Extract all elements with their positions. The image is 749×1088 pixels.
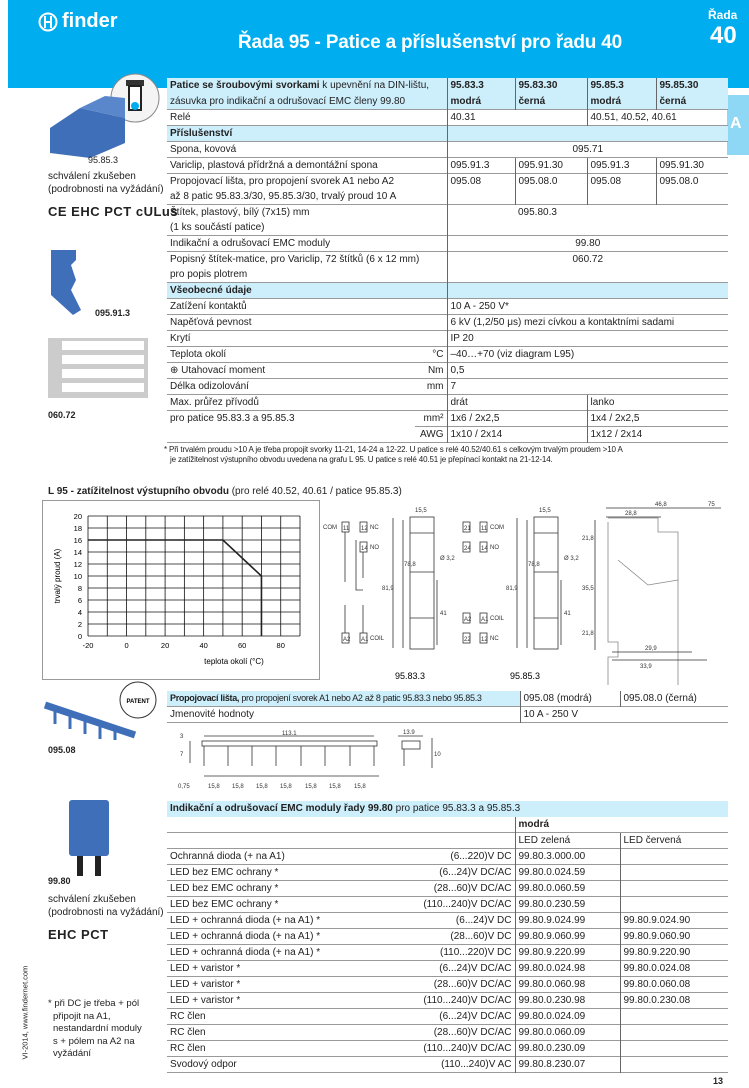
table-row <box>167 976 728 992</box>
torque-icon: ⊕ <box>170 364 182 376</box>
dimension: 15,5 <box>539 508 551 514</box>
cell: 095.91.3 <box>587 157 656 173</box>
brand-name: finder <box>62 10 118 32</box>
pin-label: 14 <box>481 546 488 552</box>
x-tick-label: 40 <box>199 641 208 650</box>
cell-name: LED + ochranná dioda (+ na A1) * <box>167 912 385 928</box>
table-row <box>167 1040 728 1056</box>
dimension: 7 <box>180 752 184 758</box>
spec-section <box>164 78 728 466</box>
approval-line: (podrobnosti na vyžádání) <box>48 184 164 195</box>
pin-label: NC <box>370 525 379 531</box>
marker-sheet-image <box>48 338 166 403</box>
row-label: Krytí <box>167 330 415 346</box>
footnote-line: nestandardní moduly <box>53 1023 142 1034</box>
image-caption: 060.72 <box>48 410 76 420</box>
row-label: Popisný štítek-matice, pro Variclip, 72 štítků (6 x 12 mm) <box>167 251 447 267</box>
cell-green: 99.80.9.060.99 <box>515 928 620 944</box>
certification-marks: EHC PCT <box>48 927 109 942</box>
cell-volt: (28...60)V DC <box>385 928 515 944</box>
col-color: modrá <box>590 95 622 107</box>
x-tick-label: -20 <box>82 641 94 650</box>
pin-label: 11 <box>343 526 350 532</box>
cell: 095.91.30 <box>656 157 728 173</box>
pin-label: COM <box>323 525 337 531</box>
finder-logo-icon <box>38 12 58 32</box>
approval-line: (podrobnosti na vyžádání) <box>48 907 164 918</box>
pin-label: 12 <box>361 526 368 532</box>
dimension: 13.9 <box>403 730 415 736</box>
cell-green: 99.80.0.230.59 <box>515 896 620 912</box>
pin-label: COM <box>490 525 504 531</box>
cell: 095.08.0 <box>515 173 587 189</box>
cell-volt: (28...60)V DC/AC <box>385 1024 515 1040</box>
col-color: modrá <box>450 95 482 107</box>
cell-green: 99.80.8.230.07 <box>515 1056 620 1072</box>
table-title: pro patice 95.83.3 a 95.85.3 <box>392 803 521 815</box>
load-chart <box>42 500 320 680</box>
cell: 1x4 / 2x2,5 <box>587 410 728 426</box>
row-label: Teplota okolí <box>167 346 415 362</box>
cell: 095.08 <box>447 173 515 189</box>
socket-image-95853 <box>40 68 165 158</box>
cell: 10 A - 250 V <box>520 707 728 723</box>
page-number: 13 <box>713 1076 724 1086</box>
table-row <box>167 173 728 189</box>
unit <box>415 314 447 330</box>
cell-name: LED + ochranná dioda (+ na A1) * <box>167 928 385 944</box>
dimension: 15,5 <box>415 508 427 514</box>
x-tick-label: 60 <box>238 641 247 650</box>
drawing-caption: 95.85.3 <box>510 671 541 681</box>
pin-label: COIL <box>370 636 385 642</box>
cell-red: 99.80.0.230.08 <box>620 992 728 1008</box>
jumper-drawing <box>170 728 450 794</box>
dimension: 78,8 <box>528 562 540 568</box>
footnote-line: je zatížitelnost výstupního obvodu uvedena na grafu L 95. U patice s relé 40.51 je přepínací kontakt na 21-12-14. <box>170 455 553 464</box>
table-row <box>167 426 728 442</box>
finder-logo <box>38 10 118 33</box>
cell-red <box>620 864 728 880</box>
chart-title <box>48 486 402 497</box>
table-row <box>167 251 728 267</box>
cell: 095.91.30 <box>515 157 587 173</box>
cell: 1x6 / 2x2,5 <box>447 410 587 426</box>
jumper-bar-image <box>40 680 162 742</box>
cell-name: RC člen <box>167 1040 385 1056</box>
row-label: Napěťová pevnost <box>167 314 415 330</box>
cell: lanko <box>587 394 728 410</box>
cell: 095.08.0 (černá) <box>620 691 728 707</box>
variclip-image <box>48 245 88 320</box>
image-caption: 99.80 <box>48 876 71 886</box>
jumper-table <box>167 691 728 723</box>
row-label: pro patice 95.83.3 a 95.85.3 <box>167 410 415 426</box>
col-code: 95.85.30 <box>659 80 699 92</box>
dimension: 15,8 <box>208 784 220 790</box>
pin-label: 22 <box>464 637 471 643</box>
row-label: Relé <box>167 109 447 125</box>
footnote-line: * při DC je třeba + pól <box>48 998 140 1009</box>
footnote-line: * Při trvalém proudu >10 A je třeba propojit svorky 11-21, 14-24 a 12-22. U patice s relé 40.52/40.61 s celkovým trvalým proudem >10 A <box>164 444 623 454</box>
pin-label: 11 <box>481 526 488 532</box>
dimension: 78,8 <box>404 562 416 568</box>
pin-label: A1 <box>481 617 489 623</box>
table-row <box>167 378 728 394</box>
cell: 095.91.3 <box>447 157 515 173</box>
cell-green: 99.80.3.000.00 <box>515 848 620 864</box>
table-row <box>167 157 728 173</box>
cell: 095.08 <box>587 173 656 189</box>
cell-volt: (110...240)V DC/AC <box>385 896 515 912</box>
cell-name: RC člen <box>167 1024 385 1040</box>
table-row <box>167 346 728 362</box>
row-label: Propojovací lišta, pro propojení svorek A1 nebo A2 <box>167 173 447 189</box>
col-color: černá <box>518 95 546 107</box>
cell: 1x12 / 2x14 <box>587 426 728 442</box>
y-tick-label: 18 <box>73 524 82 533</box>
table-row <box>167 992 728 1008</box>
emc-modules-table <box>167 801 728 1073</box>
cell: 095.08.0 <box>656 173 728 189</box>
cell: –40…+70 (viz diagram L95) <box>447 346 728 362</box>
cell-volt: (28...60)V DC/AC <box>385 880 515 896</box>
dimension: 15,8 <box>354 784 366 790</box>
column-header: LED červená <box>620 832 728 848</box>
cell: 095.08 (modrá) <box>520 691 620 707</box>
y-tick-label: 14 <box>73 548 82 557</box>
table-row <box>167 928 728 944</box>
dimension: 3 <box>180 734 184 740</box>
col-code: 95.83.3 <box>450 80 484 92</box>
cell-volt: (6...24)V DC/AC <box>385 864 515 880</box>
cell: 10 A - 250 V* <box>447 298 728 314</box>
table-row <box>167 410 728 426</box>
cell-green: 99.80.0.060.09 <box>515 1024 620 1040</box>
cell: 40.31 <box>447 109 587 125</box>
cell-volt: (28...60)V DC/AC <box>385 976 515 992</box>
cell-name: LED bez EMC ochrany * <box>167 880 385 896</box>
image-caption: 95.85.3 <box>88 155 119 165</box>
approval-text-2 <box>48 893 164 919</box>
dimension: 35,5 <box>582 586 594 592</box>
dimension: 15,8 <box>280 784 292 790</box>
row-label: (1 ks součástí patice) <box>170 221 265 233</box>
approval-line: schválení zkušeben <box>48 894 136 905</box>
cell-name: LED bez EMC ochrany * <box>167 896 385 912</box>
footnote-line: vyžádání <box>53 1048 92 1059</box>
svg-text:PATENT: PATENT <box>126 699 150 705</box>
chart-title-bold: L 95 - zatížitelnost výstupního obvodu <box>48 486 229 497</box>
emc-module-image <box>65 800 115 880</box>
approval-line: schválení zkušeben <box>48 171 136 182</box>
cell-red <box>620 1056 728 1072</box>
dimension: 29,9 <box>645 646 657 652</box>
cell-green: 99.80.0.230.09 <box>515 1040 620 1056</box>
cell-green: 99.80.0.024.09 <box>515 1008 620 1024</box>
y-axis-label: trvalý proud (A) <box>53 548 62 604</box>
cell-green: 99.80.0.024.59 <box>515 864 620 880</box>
image-caption: 095.08 <box>48 745 76 755</box>
row-label: Zatížení kontaktů <box>167 298 415 314</box>
table-row <box>167 848 728 864</box>
unit: mm² <box>415 410 447 426</box>
cell-red: 99.80.9.220.90 <box>620 944 728 960</box>
row-label: pro popis plotrem <box>170 268 248 280</box>
edition-text: VI-2014, www.findernet.com <box>20 965 30 1060</box>
unit <box>415 330 447 346</box>
cell-name: Ochranná dioda (+ na A1) <box>167 848 385 864</box>
dimension: 15,8 <box>305 784 317 790</box>
pin-label: 24 <box>464 546 471 552</box>
cell-green: 99.80.9.220.99 <box>515 944 620 960</box>
cell-name: LED + ochranná dioda (+ na A1) * <box>167 944 385 960</box>
dimension: 113.1 <box>282 731 297 737</box>
cell-name: LED + varistor * <box>167 976 385 992</box>
section-heading: Všeobecné údaje <box>170 284 252 296</box>
cell-green: 99.80.0.060.98 <box>515 976 620 992</box>
table-row <box>167 864 728 880</box>
dimension: 81,9 <box>382 586 394 592</box>
series-label: Řada <box>708 8 738 22</box>
dimension: 46,8 <box>655 502 667 508</box>
image-caption: 095.91.3 <box>95 308 131 318</box>
cell: 095.80.3 <box>515 204 728 220</box>
table-row <box>167 880 728 896</box>
table-row <box>167 960 728 976</box>
cell: 1x10 / 2x14 <box>447 426 587 442</box>
table-row <box>167 394 728 410</box>
dimension: 15,8 <box>232 784 244 790</box>
footnote-line: připojit na A1, <box>53 1010 111 1022</box>
dimension: 21,8 <box>582 631 594 637</box>
cell-red <box>620 1008 728 1024</box>
table-row <box>167 330 728 346</box>
dimension: 28,8 <box>625 511 637 517</box>
col-color: černá <box>659 95 687 107</box>
cell-red: 99.80.9.060.90 <box>620 928 728 944</box>
cell: 0,5 <box>447 362 728 378</box>
y-tick-label: 10 <box>73 572 82 581</box>
dimension: Ø 3,2 <box>564 556 579 562</box>
row-label: Délka odizolování <box>167 378 415 394</box>
dimension: 15,8 <box>256 784 268 790</box>
pin-label: NO <box>370 545 379 551</box>
dimension-drawings <box>320 500 740 685</box>
cell: 7 <box>447 378 728 394</box>
y-tick-label: 8 <box>77 584 82 593</box>
header-text: zásuvka pro indikační a odrušovací EMC členy 99.80 <box>167 94 447 110</box>
table-row <box>167 896 728 912</box>
pin-label: 14 <box>361 546 368 552</box>
dimension: 15,8 <box>329 784 341 790</box>
cell-volt: (6...24)V DC <box>385 912 515 928</box>
x-tick-label: 0 <box>124 641 129 650</box>
left-footnote <box>48 998 142 1061</box>
table-row <box>167 141 728 157</box>
pin-label: NO <box>490 545 499 551</box>
section-heading: Příslušenství <box>170 127 233 139</box>
row-label: Max. průřez přívodů <box>167 394 415 410</box>
y-tick-label: 0 <box>77 632 82 641</box>
cell-volt: (6...24)V DC/AC <box>385 960 515 976</box>
cell-volt: (110...240)V DC/AC <box>385 1040 515 1056</box>
cell: IP 20 <box>447 330 728 346</box>
cell-red <box>620 896 728 912</box>
col-code: 95.85.3 <box>590 80 624 92</box>
dimension: 41 <box>564 611 571 617</box>
pin-label: COIL <box>490 616 505 622</box>
column-header: LED zelená <box>515 832 620 848</box>
y-tick-label: 6 <box>77 596 82 605</box>
certification-marks: CE EHC PCT cULus <box>48 204 179 219</box>
row-label: pro propojení svorek A1 nebo A2 až 8 patic 95.83.3 nebo 95.85.3 <box>239 693 482 703</box>
footnote-line: s + pólem na A2 na <box>53 1035 135 1047</box>
section-tab: A <box>727 95 749 155</box>
approval-text <box>48 170 164 196</box>
pin-label: A1 <box>361 637 369 643</box>
cell-red: 99.80.0.060.08 <box>620 976 728 992</box>
unit <box>415 298 447 314</box>
cell: drát <box>447 394 587 410</box>
dimension: 75 <box>708 502 715 508</box>
dimension: 81,9 <box>506 586 518 592</box>
y-tick-label: 2 <box>77 620 82 629</box>
cell-volt: (110...240)V DC/AC <box>385 992 515 1008</box>
table-row <box>167 314 728 330</box>
cell-volt: (110...240)V AC <box>385 1056 515 1072</box>
cell-green: 99.80.0.024.98 <box>515 960 620 976</box>
table-header-row <box>167 78 728 94</box>
table-footnote <box>164 445 728 466</box>
dimension: 41 <box>440 611 447 617</box>
cell-red: 99.80.9.024.90 <box>620 912 728 928</box>
cell-volt: (6...24)V DC/AC <box>385 1008 515 1024</box>
table-row <box>167 912 728 928</box>
row-label: Jmenovité hodnoty <box>167 707 520 723</box>
pin-label: A2 <box>464 617 472 623</box>
y-tick-label: 4 <box>77 608 82 617</box>
dimension: 0,75 <box>178 784 190 790</box>
dimension: 21,8 <box>582 536 594 542</box>
header-text: k upevnění na DIN-lištu, <box>319 80 430 92</box>
table-row <box>167 235 728 251</box>
cell-name: LED bez EMC ochrany * <box>167 864 385 880</box>
x-axis-label: teplota okolí (°C) <box>204 657 264 666</box>
unit: Nm <box>415 362 447 378</box>
row-label: Spona, kovová <box>167 141 447 157</box>
page-title: Řada 95 - Patice a příslušenství pro řadu 40 <box>237 32 623 53</box>
column-group: modrá <box>518 818 550 830</box>
socket-spec-table <box>167 78 728 443</box>
cell-red <box>620 1040 728 1056</box>
cell-green: 99.80.0.060.59 <box>515 880 620 896</box>
drawing-caption: 95.83.3 <box>395 671 426 681</box>
cell-green: 99.80.9.024.99 <box>515 912 620 928</box>
row-label: až 8 patic 95.83.3/30, 95.85.3/30, trvalý proud 10 A <box>170 190 397 202</box>
table-row <box>167 944 728 960</box>
row-label: Štítek, plastový, bílý (7x15) mm <box>167 204 447 220</box>
row-label: Indikační a odrušovací EMC moduly <box>167 235 447 251</box>
dimension: 10 <box>434 752 441 758</box>
header-bold: Patice se šroubovými svorkami <box>170 80 320 92</box>
dimension: Ø 3,2 <box>440 556 455 562</box>
row-label-bold: Propojovací lišta, <box>170 693 240 703</box>
pin-label: 12 <box>481 637 488 643</box>
cell: 99.80 <box>447 235 728 251</box>
dimension: 33,9 <box>640 664 652 670</box>
unit: mm <box>415 378 447 394</box>
pin-label: 21 <box>464 526 471 532</box>
x-tick-label: 80 <box>276 641 285 650</box>
cell-volt: (110...220)V DC <box>385 944 515 960</box>
row-label: Utahovací moment <box>181 364 266 376</box>
cell-name: LED + varistor * <box>167 960 385 976</box>
table-row <box>167 1024 728 1040</box>
col-code: 95.83.30 <box>518 80 558 92</box>
pin-label: NC <box>490 636 499 642</box>
y-tick-label: 16 <box>73 536 82 545</box>
cell: 6 kV (1,2/50 μs) mezi cívkou a kontaktními sadami <box>447 314 728 330</box>
cell: 095.71 <box>447 141 728 157</box>
y-tick-label: 20 <box>73 512 82 521</box>
cell: 40.51, 40.52, 40.61 <box>587 109 728 125</box>
pin-label: A2 <box>343 637 351 643</box>
table-row <box>167 298 728 314</box>
y-tick-label: 12 <box>73 560 82 569</box>
table-row <box>167 1056 728 1072</box>
x-tick-label: 20 <box>160 641 170 650</box>
table-title-bold: Indikační a odrušovací EMC moduly řady 99.80 <box>170 803 393 815</box>
unit: °C <box>415 346 447 362</box>
series-number: 40 <box>710 22 737 49</box>
cell-name: Svodový odpor <box>167 1056 385 1072</box>
cell-red: 99.80.0.024.08 <box>620 960 728 976</box>
table-row <box>167 362 728 378</box>
cell: 060.72 <box>447 251 728 267</box>
cell-name: LED + varistor * <box>167 992 385 1008</box>
cell-name: RC člen <box>167 1008 385 1024</box>
cell-red <box>620 880 728 896</box>
unit: AWG <box>415 426 447 442</box>
cell-green: 99.80.0.230.98 <box>515 992 620 1008</box>
table-row <box>167 1008 728 1024</box>
cell-red <box>620 848 728 864</box>
cell-red <box>620 1024 728 1040</box>
table-row <box>167 109 728 125</box>
row-label: Variclip, plastová přídržná a demontážní spona <box>167 157 447 173</box>
table-row <box>167 204 728 220</box>
chart-title-rest: (pro relé 40.52, 40.61 / patice 95.85.3) <box>228 486 402 497</box>
cell-volt: (6...220)V DC <box>385 848 515 864</box>
